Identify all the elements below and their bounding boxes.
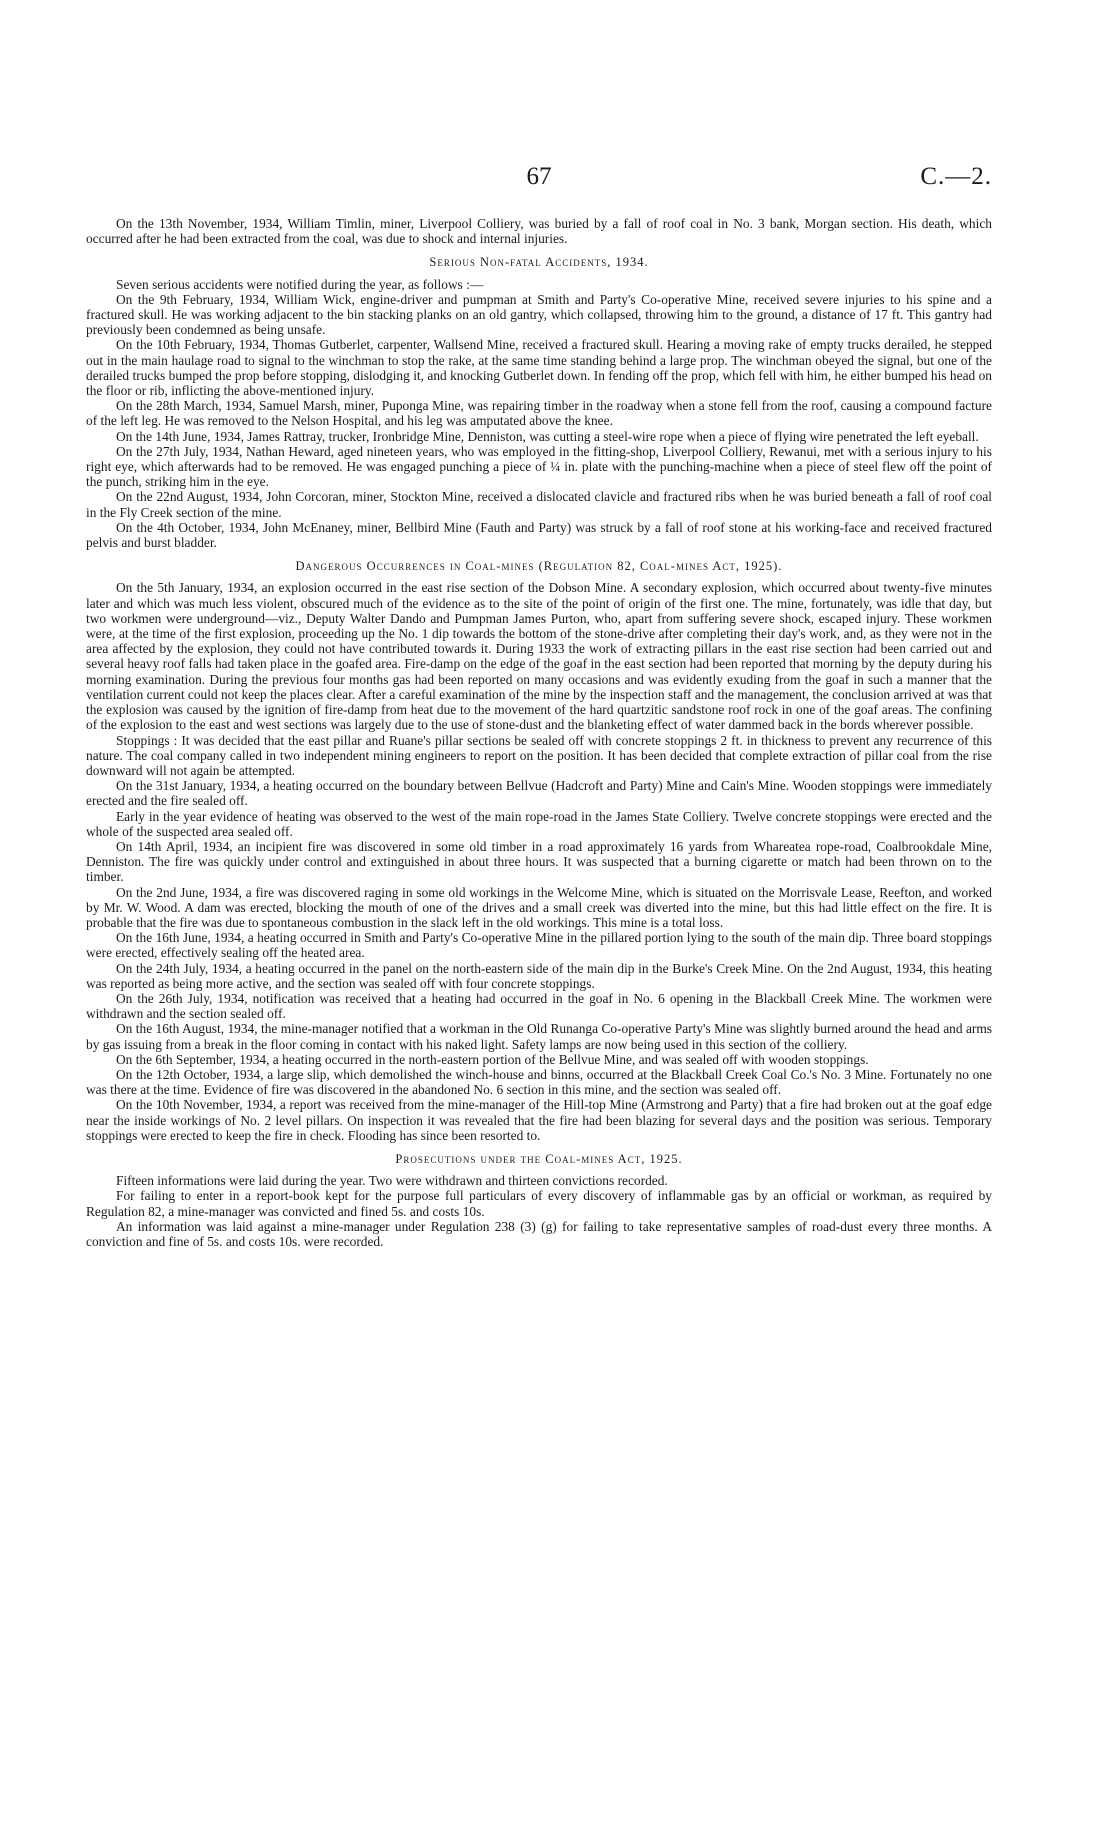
paragraph: On the 28th March, 1934, Samuel Marsh, miner, Puponga Mine, was repairing timber in the roadway when a stone fell from the roof, causing a compound facture of the left leg. He was removed to the Nelson Hospital, and his leg was amputated above the knee. bbox=[86, 398, 992, 429]
paragraph: On the 22nd August, 1934, John Corcoran, miner, Stockton Mine, received a dislocated clavicle and fractured ribs when he was buried beneath a fall of roof coal in the Fly Creek section of the mine. bbox=[86, 489, 992, 520]
paragraph: On 14th April, 1934, an incipient fire was discovered in some old timber in a road approximately 16 yards from Whareatea rope-road, Coalbrookdale Mine, Denniston. The fire was quickly under control and extinguished in about three hours. It was suspected that a burning cigarette or match had been thrown on to the timber. bbox=[86, 838, 992, 885]
paragraph: On the 24th July, 1934, a heating occurred in the panel on the north-eastern side of the main dip in the Burke's Creek Mine. On the 2nd August, 1934, this heating was reported as being more active, and the section was sealed off with four concrete stoppings. bbox=[86, 960, 992, 991]
paragraph: On the 31st January, 1934, a heating occurred on the boundary between Bellvue (Hadcroft and Party) Mine and Cain's Mine. Wooden stoppings were immediately erected and the fire sealed off. bbox=[86, 778, 992, 809]
section-heading: Dangerous Occurrences in Coal-mines (Regulation 82, Coal-mines Act, 1925). bbox=[295, 559, 783, 574]
paragraph: On the 5th January, 1934, an explosion occurred in the east rise section of the Dobson Mine. A secondary explosion, which occurred about twenty-five minutes later and which was much less violent, obscured much of the evidence as to the site of the point of origin of the first one. The mine, fortunately, was idle that day, but two workmen were underground—viz., Deputy Walter Dando and Pumpman James Purton, who, apart from suffering severe shock, escaped injury. These workmen were, at the time of the first explosion, proceeding up the No. 1 dip towards the bottom of the stone-drive after completing their day's work, and, as they were not in the area affected by the explosion, they could not have contributed towards it. During 1933 the work of extracting pillars in the east rise section had been carried out and several heavy roof falls had taken place in the goafed area. Fire-damp on the edge of the goaf in the east section had been reported that morning by the deputy during his morning examination. During the previous four months gas had been reported on many occasions and was evidently exuding from the goaf in such a manner that the ventilation current could not keep the places clear. After a careful examination of the mine by the inspection staff and the management, the conclusion arrived at was that the explosion was caused by the ignition of fire-damp from heat due to the movement of the hard quartzitic sandstone roof rock in one of the goaf areas. The confining of the explosion to the east and west sections was largely due to the use of stone-dust and the blanketing effect of water dammed back in the bords wherever possible. bbox=[86, 580, 992, 733]
paragraph: On the 16th June, 1934, a heating occurred in Smith and Party's Co-operative Mine in the pillared portion lying to the south of the main dip. Three board stoppings were erected, effectively sealing off the heated area. bbox=[86, 930, 992, 961]
document-page bbox=[86, 160, 992, 1800]
document-reference: C.—2. bbox=[920, 163, 992, 190]
section-heading: Prosecutions under the Coal-mines Act, 1925. bbox=[395, 1151, 683, 1166]
paragraph: On the 12th October, 1934, a large slip, which demolished the winch-house and binns, occurred at the Blackball Creek Coal Co.'s No. 3 Mine. Fortunately no one was there at the time. Evidence of fire was discovered in the abandoned No. 6 section in this mine, and the section was sealed off. bbox=[86, 1066, 992, 1098]
paragraph: On the 16th August, 1934, the mine-manager notified that a workman in the Old Runanga Co-operative Party's Mine was slightly burned around the head and arms by gas issuing from a break in the floor coming in contact with his naked light. Safety lamps are now being used in this section of the colliery. bbox=[86, 1021, 992, 1052]
paragraph: On the 10th November, 1934, a report was received from the mine-manager of the Hill-top Mine (Armstrong and Party) that a fire had broken out at the goaf edge near the inside workings of No. 2 level pillars. On inspection it was revealed that the fire had been blazing for several days and the position was serious. Temporary stoppings were erected to keep the fire in check. Flooding has since been resorted to. bbox=[86, 1097, 992, 1143]
section-heading: Serious Non-fatal Accidents, 1934. bbox=[429, 255, 649, 270]
paragraph: Seven serious accidents were notified during the year, as follows :— bbox=[116, 276, 484, 292]
paragraph: Early in the year evidence of heating was observed to the west of the main rope-road in the James State Colliery. Twelve concrete stoppings were erected and the whole of the suspected area sealed off. bbox=[86, 808, 992, 839]
paragraph: On the 2nd June, 1934, a fire was discovered raging in some old workings in the Welcome Mine, which is situated on the Morrisvale Lease, Reefton, and worked by Mr. W. Wood. A dam was erected, blocking the mouth of one of the drives and a small creek was diverted into the mine, but this had little effect on the fire. It is probable that the fire was due to spontaneous combustion in the slack left in the old workings. This mine is a total loss. bbox=[86, 884, 992, 930]
paragraph: On the 26th July, 1934, notification was received that a heating had occurred in the goaf in No. 6 opening in the Blackball Creek Mine. The workmen were withdrawn and the section sealed off. bbox=[86, 990, 992, 1022]
paragraph: On the 13th November, 1934, William Timlin, miner, Liverpool Colliery, was buried by a fall of roof coal in No. 3 bank, Morgan section. His death, which occurred after he had been extracted from the coal, was due to shock and internal injuries. bbox=[86, 216, 992, 247]
paragraph: On the 10th February, 1934, Thomas Gutberlet, carpenter, Wallsend Mine, received a fractured skull. Hearing a moving rake of empty trucks derailed, he stepped out in the main haulage road to signal to the winchman to stop the rake, at the same time standing behind a large prop. The winchman obeyed the signal, but one of the derailed trucks bumped the prop before stopping, dislodging it, and knocking Gutberlet down. In fending off the prop, which fell with him, he either bumped his head on the floor or rib, inflicting the above-mentioned injury. bbox=[86, 337, 992, 399]
page-header bbox=[86, 160, 992, 194]
paragraph: On the 27th July, 1934, Nathan Heward, aged nineteen years, who was employed in the fitting-shop, Liverpool Colliery, Rewanui, met with a serious injury to his right eye, which afterwards had to be removed. He was engaged punching a piece of ¼ in. plate with the punching-machine when a piece of steel flew off the point of the punch, striking him in the eye. bbox=[86, 443, 992, 490]
page-number: 67 bbox=[526, 163, 552, 190]
document-body bbox=[86, 216, 992, 1249]
paragraph: On the 6th September, 1934, a heating occurred in the north-eastern portion of the Bellvue Mine, and was sealed off with wooden stoppings. bbox=[116, 1051, 869, 1067]
paragraph: Stoppings : It was decided that the east pillar and Ruane's pillar sections be sealed off with concrete stoppings 2 ft. in thickness to prevent any recurrence of this nature. The coal company called in two independent mining engineers to report on the position. It has been decided that complete extraction of pillar coal from the rise downward will not again be attempted. bbox=[86, 732, 992, 778]
paragraph: On the 9th February, 1934, William Wick, engine-driver and pumpman at Smith and Party's Co-operative Mine, received severe injuries to his spine and a fractured skull. He was working adjacent to the bin stacking planks on an old gantry, which collapsed, throwing him to the ground, a distance of 17 ft. This gantry had previously been condemned as being unsafe. bbox=[86, 291, 992, 338]
paragraph: An information was laid against a mine-manager under Regulation 238 (3) (g) for failing to take representative samples of road-dust every three months. A conviction and fine of 5s. and costs 10s. were recorded. bbox=[86, 1218, 992, 1249]
paragraph: On the 14th June, 1934, James Rattray, trucker, Ironbridge Mine, Denniston, was cutting a steel-wire rope when a piece of flying wire penetrated the left eyeball. bbox=[116, 428, 979, 444]
paragraph: Fifteen informations were laid during the year. Two were withdrawn and thirteen convictions recorded. bbox=[116, 1173, 668, 1189]
paragraph: On the 4th October, 1934, John McEnaney, miner, Bellbird Mine (Fauth and Party) was struck by a fall of roof stone at his working-face and received fractured pelvis and burst bladder. bbox=[86, 519, 992, 551]
paragraph: For failing to enter in a report-book kept for the purpose full particulars of every discovery of inflammable gas by an official or workman, as required by Regulation 82, a mine-manager was convicted and fined 5s. and costs 10s. bbox=[86, 1188, 992, 1219]
